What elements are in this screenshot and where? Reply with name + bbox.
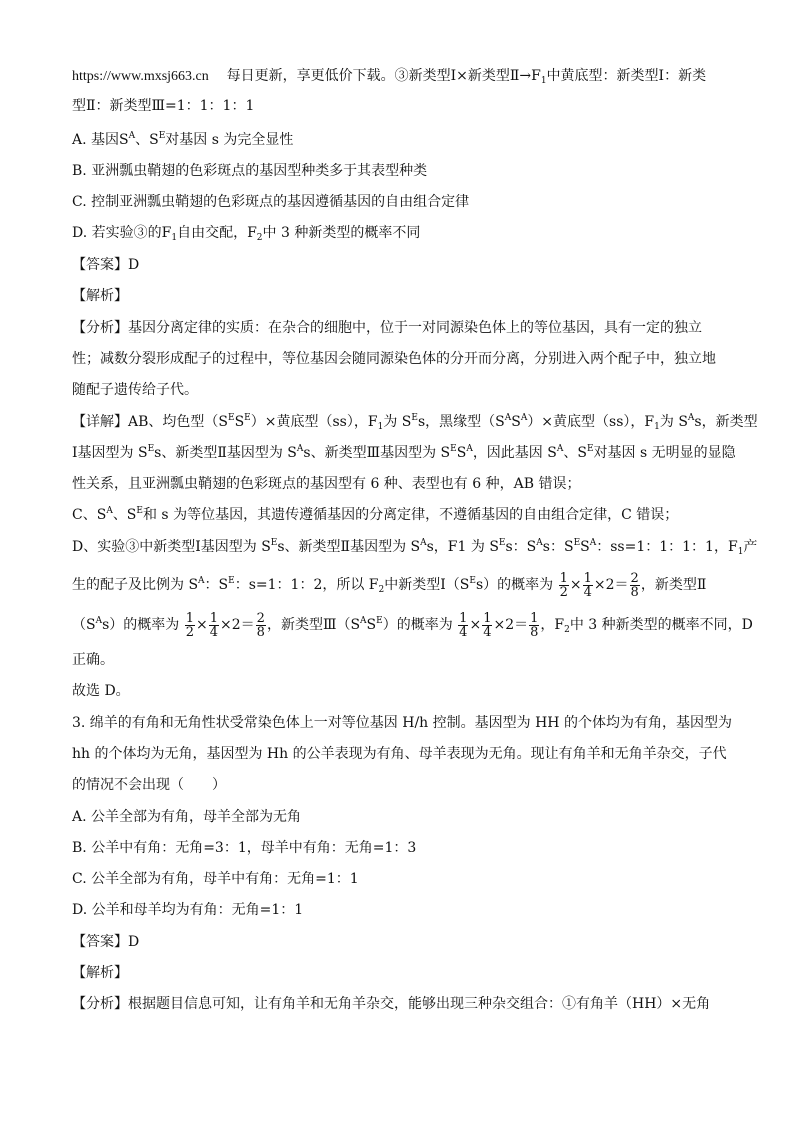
header-tagline: 每日更新，享更低价下载。	[226, 68, 395, 84]
conclusion: 故选 D。	[72, 683, 130, 699]
fraction: $\frac{1}{4}$	[583, 570, 592, 600]
q2-option-d[interactable]: D. 若实验③的$F_1$自由交配，$F_2$中 3 种新类型的概率不同	[72, 225, 421, 243]
q3-stem-line-3: 的情况不会出现（ ）	[72, 777, 226, 793]
q2-option-b[interactable]: B. 亚洲瓢虫鞘翅的色彩斑点的基因型种类多于其表型种类	[72, 163, 428, 179]
detail-line-8: 正确。	[72, 652, 114, 668]
header-line: https://www.mxsj663.cn 每日更新，享更低价下载。③新类型Ⅰ×新类型$Ⅱ\to F_1$中黄底型：新类型Ⅰ：新类	[72, 68, 707, 86]
fenxi-line-2: 性；减数分裂形成配子的过程中，等位基因会随同源染色体的分开而分离，分别进入两个配子中，独立地	[72, 351, 716, 367]
q3-option-c[interactable]: C. 公羊全部为有角，母羊中有角：无角=1：1	[72, 871, 359, 887]
fenxi-line-3: 随配子遗传给子代。	[72, 382, 198, 398]
answer-label-2: 【答案】D	[72, 934, 140, 950]
fenxi-line-1: 【分析】基因分离定律的实质：在杂合的细胞中，位于一对同源染色体上的等位基因，具有一定的独立	[72, 320, 702, 336]
fraction: $\frac{1}{4}$	[483, 610, 492, 640]
q3-option-d[interactable]: D. 公羊和母羊均为有角：无角=1：1	[72, 902, 304, 918]
fenxi-2-line-1: 【分析】根据题目信息可知，让有角羊和无角羊杂交，能够出现三种杂交组合：①有角羊（HH）×无角	[72, 996, 711, 1012]
fraction: $\frac{1}{8}$	[530, 610, 539, 640]
detail-line-3: 性关系，且亚洲瓢虫鞘翅的色彩斑点的基因型有 6 种、表型也有 6 种，AB 错误；	[72, 476, 581, 492]
fraction: $\frac{1}{2}$	[185, 610, 195, 640]
answer-label: 【答案】D	[72, 257, 140, 273]
q3-stem-line-2: hh 的个体均为无角，基因型为 Hh 的公羊表现为有角、母羊表现为无角。现让有角羊和无角羊杂交，子代	[72, 746, 727, 762]
source-url[interactable]: https://www.mxsj663.cn	[72, 69, 209, 84]
detail-line-1: 【详解】AB、均色型$(S^ES^E)\times$黄底型（ss），$F_1$为 $S^Es$，黑缘型$(S^AS^A)\times$黄底型（ss），$F_1$为 $S^As$，新类型	[72, 413, 758, 432]
analysis-label-2: 【解析】	[72, 965, 128, 981]
detail-line-6: 生的配子及比例为 $S^A$：$S^E$：s=1：1：2，所以 $F_2$中新类型$Ⅰ(S^Es)$的概率为 $\frac{1}{2}$ × $\frac{1}{4}$ ×2＝ $\frac{2}{8}$ ，新类型Ⅱ	[72, 570, 707, 600]
q2-option-a[interactable]: A. 基因$S^A$、$S^E$对基因 s 为完全显性	[72, 131, 294, 148]
analysis-label: 【解析】	[72, 288, 128, 304]
q2-option-c[interactable]: C. 控制亚洲瓢虫鞘翅的色彩斑点的基因遵循基因的自由组合定律	[72, 194, 470, 210]
q3-option-a[interactable]: A. 公羊全部为有角，母羊全部为无角	[72, 809, 302, 825]
detail-line-4: C、$S^A$、$S^E$和 s 为等位基因，其遗传遵循基因的分离定律，不遵循基因的自由组合定律，C 错误；	[72, 506, 679, 523]
q2-condition-line: 型Ⅱ：新类型Ⅲ=1：1：1：1	[72, 98, 255, 114]
fraction: $\frac{2}{8}$	[256, 610, 265, 640]
detail-line-2: Ⅰ基因型为 $S^Es$、新类型Ⅱ基因型为 $S^As$、新类型Ⅲ基因型为 $S^ES^A$，因此基因 $S^A$、$S^E$对基因 s 无明显的显隐	[72, 444, 736, 461]
fraction: $\frac{1}{4}$	[209, 610, 219, 640]
fraction: $\frac{1}{4}$	[459, 610, 468, 640]
q3-stem-line-1: 3. 绵羊的有角和无角性状受常染色体上一对等位基因 H/h 控制。基因型为 HH 的个体均为有角，基因型为	[72, 715, 732, 731]
detail-line-5: D、实验③中新类型Ⅰ基因型为 $S^Es$、新类型Ⅱ基因型为 $S^As$，F1 为 $S^Es$：$S^As$：$S^ES^A$：ss=1：1：1：1，$F_1$产	[72, 538, 758, 557]
detail-line-7: $(S^As)$的概率为 $\frac{1}{2}$ × $\frac{1}{4}$ ×2＝ $\frac{2}{8}$ ，新类型$Ⅲ(S^AS^E)$的概率为 $\frac{1}{4}$ × $\frac{1}{4}$ ×2＝ $\frac{1}{8}$ ，$F_2$中 3 种新类型的概率不同，D	[72, 610, 753, 640]
q3-option-b[interactable]: B. 公羊中有角：无角=3：1，母羊中有角：无角=1：3	[72, 840, 417, 856]
fraction: $\frac{2}{8}$	[630, 570, 639, 600]
fraction: $\frac{1}{2}$	[559, 570, 568, 600]
